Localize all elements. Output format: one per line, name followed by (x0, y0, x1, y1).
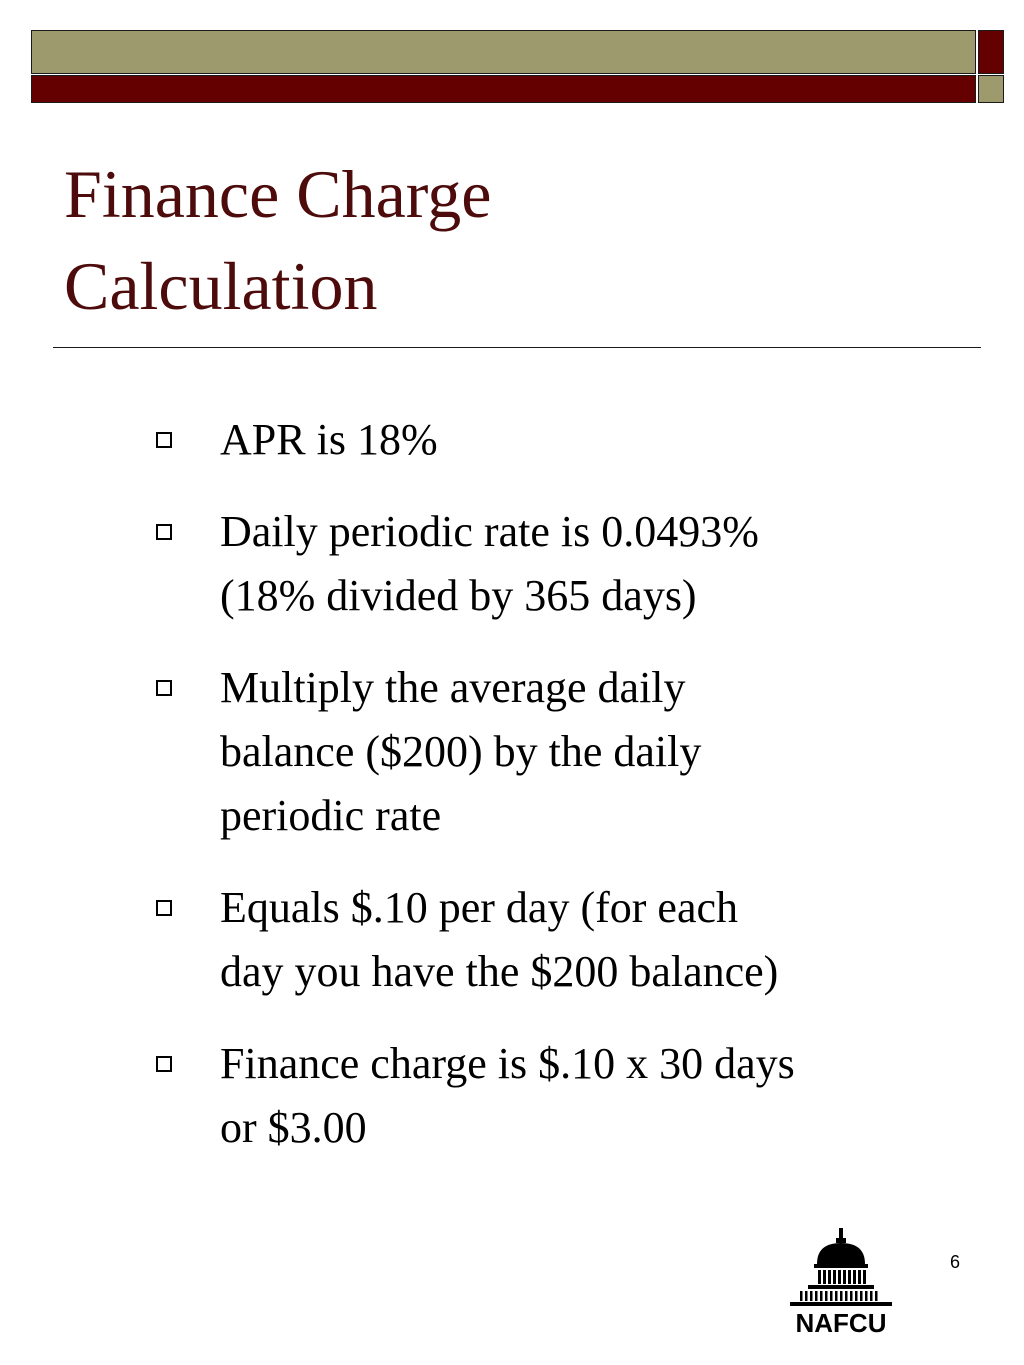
bullet-item (150, 656, 950, 848)
header-maroon-square (978, 30, 1004, 74)
square-bullet-icon (156, 900, 172, 916)
title-line: Finance Charge (64, 156, 492, 232)
slide-title (64, 148, 944, 332)
logo-text: NAFCU (795, 1308, 887, 1338)
bullet-item (150, 408, 950, 472)
bullet-item (150, 1032, 950, 1160)
bullet-line: APR is 18% (220, 415, 438, 464)
bullet-line: balance ($200) by the daily (220, 727, 702, 776)
capitol-dome-icon (790, 1228, 892, 1306)
square-bullet-icon (156, 1056, 172, 1072)
square-bullet-icon (156, 524, 172, 540)
bullet-line: Daily periodic rate is 0.0493% (220, 507, 759, 556)
bullet-line: periodic rate (220, 791, 442, 840)
bullet-item (150, 500, 950, 628)
bullet-list (150, 408, 950, 1188)
bullet-line: day you have the $200 balance) (220, 947, 779, 996)
bullet-line: Finance charge is $.10 x 30 days (220, 1039, 795, 1088)
bullet-line: Multiply the average daily (220, 663, 686, 712)
square-bullet-icon (156, 432, 172, 448)
bullet-item (150, 876, 950, 1004)
header-olive-square (978, 75, 1004, 103)
title-line: Calculation (64, 248, 378, 324)
title-divider (53, 347, 981, 348)
square-bullet-icon (156, 680, 172, 696)
page-number: 6 (949, 1252, 960, 1272)
bullet-line: Equals $.10 per day (for each (220, 883, 739, 932)
nafcu-logo (786, 1226, 896, 1338)
bullet-line: or $3.00 (220, 1103, 367, 1152)
header-olive-bar (31, 30, 976, 74)
bullet-line: (18% divided by 365 days) (220, 571, 697, 620)
header-maroon-bar (31, 75, 976, 103)
